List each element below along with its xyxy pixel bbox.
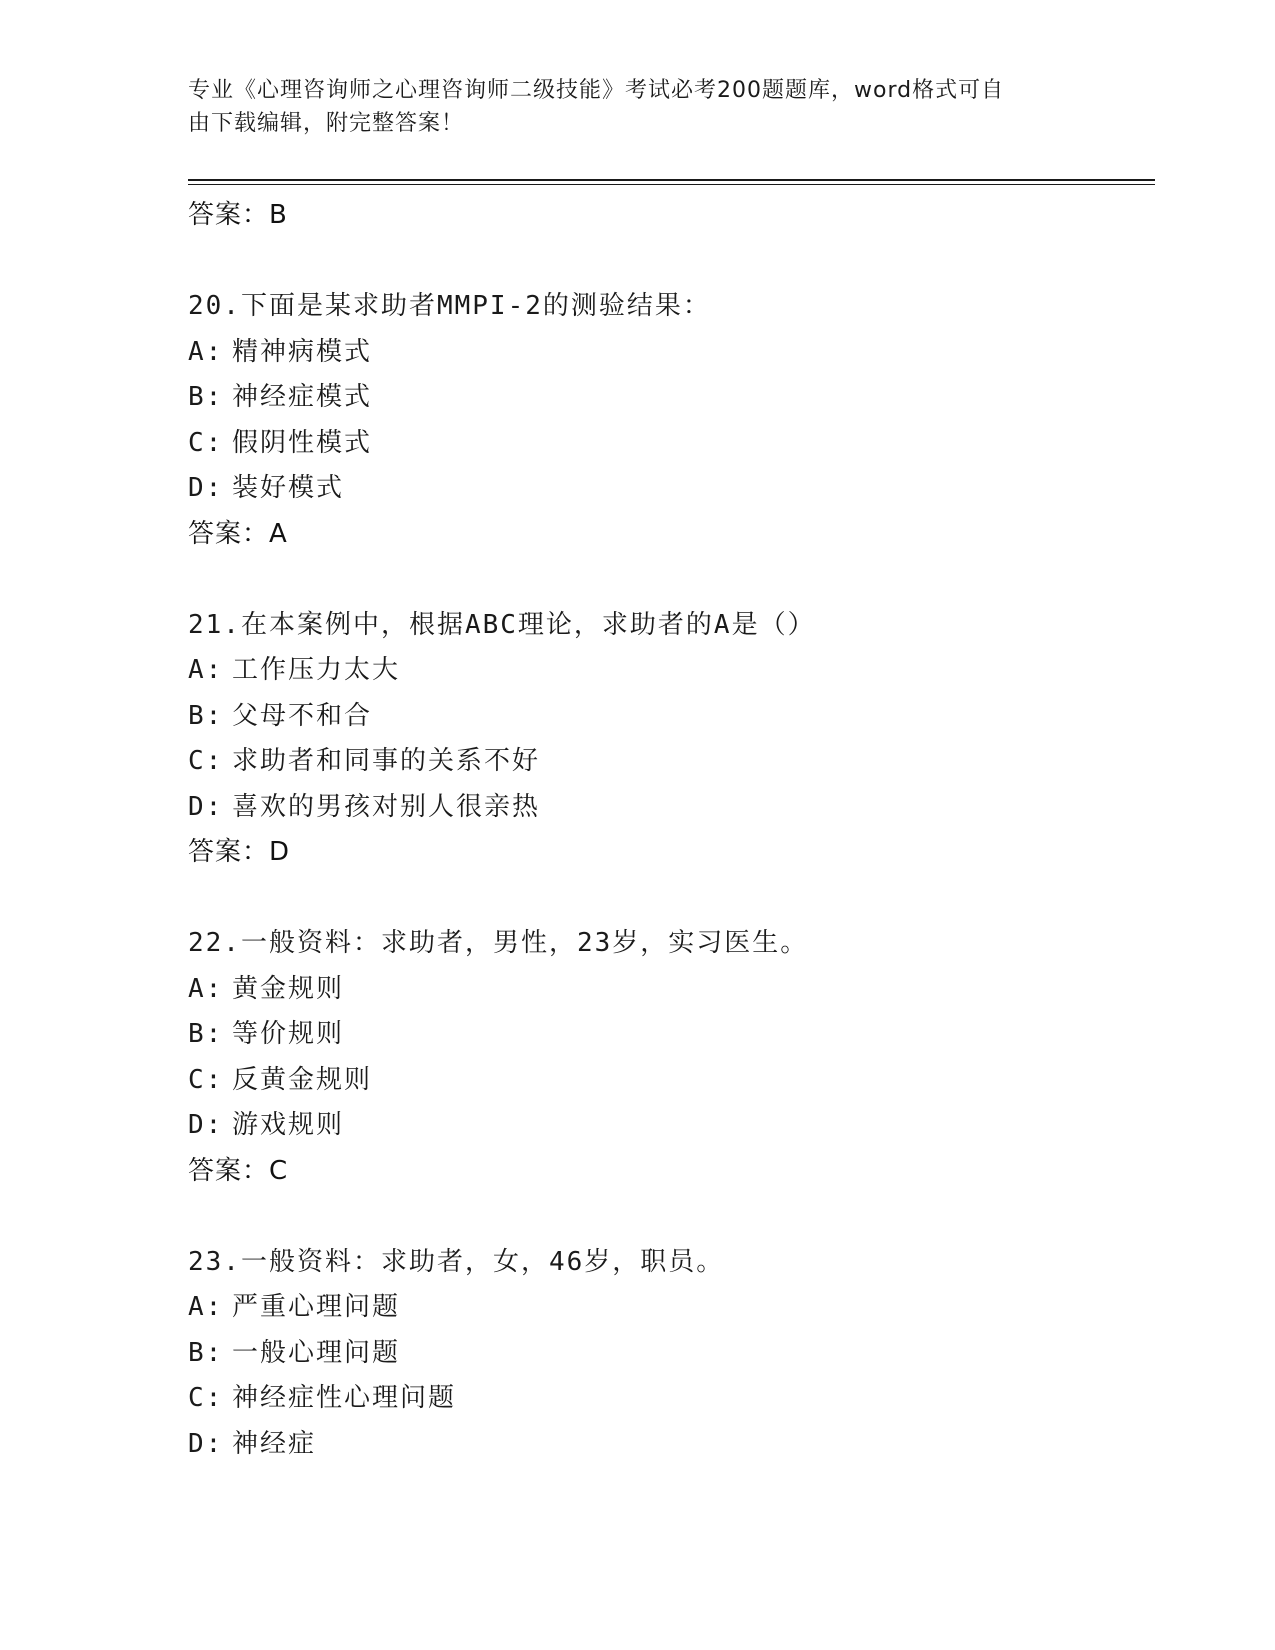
- answer-line: 答案：B: [188, 200, 288, 230]
- option-text: 反黄金规则: [232, 1064, 373, 1095]
- option-letter: A:: [188, 973, 224, 1004]
- option-letter: D:: [188, 1428, 224, 1459]
- header-divider-thick: [188, 179, 1155, 181]
- option-text: 黄金规则: [232, 973, 345, 1004]
- question-stem: 21.在本案例中，根据ABC理论，求助者的A是（）: [188, 609, 816, 640]
- option-letter: D:: [188, 1110, 224, 1140]
- option-d: [188, 1422, 1148, 1468]
- option-text: 严重心理问题: [232, 1292, 401, 1322]
- option-text: 神经症性心理问题: [232, 1383, 457, 1413]
- question-stem: 20.下面是某求助者MMPI-2的测验结果：: [188, 291, 711, 321]
- option-text: 神经症模式: [232, 382, 373, 412]
- question-block: [188, 1240, 1148, 1468]
- question-stem: 23.一般资料：求助者，女，46岁，职员。: [188, 1246, 725, 1277]
- option-text: 假阴性模式: [232, 427, 373, 458]
- option-c: [188, 1058, 1148, 1104]
- option-letter: C:: [188, 746, 224, 776]
- spacer: [188, 238, 1148, 284]
- header-divider-thin: [188, 184, 1155, 185]
- option-c: [188, 421, 1148, 467]
- option-c: [188, 739, 1148, 785]
- question-block: [188, 921, 1148, 1194]
- option-c: [188, 1376, 1148, 1422]
- option-text: 父母不和合: [232, 700, 373, 731]
- header-line-1: 专业《心理咨询师之心理咨询师二级技能》考试必考200题题库，word格式可自: [188, 78, 1005, 103]
- option-text: 工作压力太大: [232, 655, 401, 685]
- option-letter: C:: [188, 1064, 224, 1095]
- option-letter: C:: [188, 427, 224, 458]
- option-text: 精神病模式: [232, 336, 373, 367]
- spacer: [188, 875, 1148, 921]
- question-block: [188, 603, 1148, 876]
- option-d: [188, 1103, 1148, 1149]
- option-a: [188, 648, 1148, 694]
- option-b: [188, 694, 1148, 740]
- question-list: [188, 193, 1148, 1467]
- option-text: 一般心理问题: [232, 1337, 401, 1368]
- option-b: [188, 1331, 1148, 1377]
- option-a: [188, 330, 1148, 376]
- option-letter: A:: [188, 336, 224, 367]
- option-letter: B:: [188, 1019, 224, 1049]
- option-letter: B:: [188, 1337, 224, 1368]
- option-letter: B:: [188, 700, 224, 731]
- option-letter: A:: [188, 1292, 224, 1322]
- spacer: [188, 1194, 1148, 1240]
- option-text: 装好模式: [232, 473, 345, 503]
- option-letter: B:: [188, 382, 224, 412]
- option-text: 神经症: [232, 1428, 317, 1459]
- option-text: 喜欢的男孩对别人很亲热: [232, 791, 541, 822]
- option-b: [188, 375, 1148, 421]
- option-text: 等价规则: [232, 1019, 345, 1049]
- option-letter: C:: [188, 1383, 224, 1413]
- question-stem: 22.一般资料：求助者，男性，23岁，实习医生。: [188, 928, 809, 958]
- option-letter: D:: [188, 791, 224, 822]
- answer-line: 答案：D: [188, 837, 291, 867]
- option-letter: D:: [188, 473, 224, 503]
- option-b: [188, 1012, 1148, 1058]
- answer-line: 答案：A: [188, 518, 288, 549]
- document-header: [188, 74, 1088, 140]
- option-text: 游戏规则: [232, 1110, 345, 1140]
- answer-line: 答案：C: [188, 1155, 289, 1186]
- option-d: [188, 785, 1148, 831]
- option-text: 求助者和同事的关系不好: [232, 746, 541, 776]
- option-letter: A:: [188, 655, 224, 685]
- option-a: [188, 967, 1148, 1013]
- option-a: [188, 1285, 1148, 1331]
- spacer: [188, 557, 1148, 603]
- question-block: [188, 284, 1148, 557]
- option-d: [188, 466, 1148, 512]
- header-line-2: 由下载编辑，附完整答案！: [188, 111, 465, 136]
